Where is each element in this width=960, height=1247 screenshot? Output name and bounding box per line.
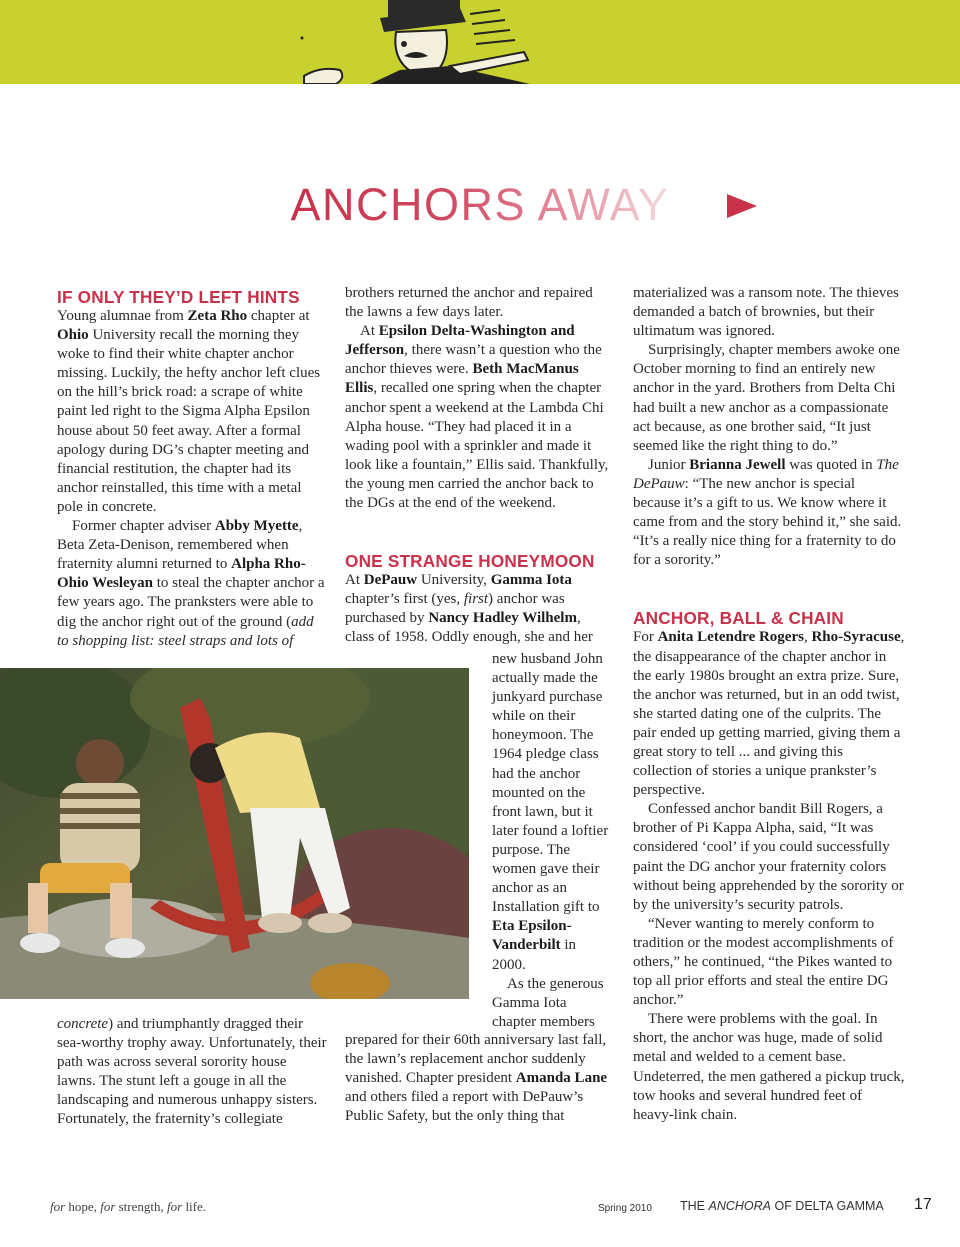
paragraph: new husband John actually made the junkyard purchase while on their honeymoon. The 1964 pledge class had the anchor mounted on the front lawn, but it later found a loftier purpose. The women gave their anchor as an Installation gift to Eta Epsilon-Vanderbilt in 2000.: [492, 651, 609, 973]
heading-honeymoon: ONE STRANGE HONEYMOON: [345, 551, 595, 572]
column-2: [345, 284, 609, 648]
page-number: 17: [914, 1196, 932, 1213]
paragraph: Confessed anchor bandit Bill Rogers, a brother of Pi Kappa Alpha, said, “It was considered ‘cool’ if you could successfully paint the DG anchor your fraternity colors without being apprehended by the sorority or by the university’s security patrols.: [633, 801, 904, 913]
paragraph: prepared for their 60th anniversary last fall, the lawn’s replacement anchor suddenly vanished. Chapter president Amanda Lane and others filed a report with DePauw’s Public Safety, but the only thing that: [345, 1032, 608, 1125]
paragraph: materialized was a ransom note. The thieves demanded a batch of brownies, but their ultimatum was ignored.: [633, 285, 899, 340]
footer-magazine-name: THE ANCHORA OF DELTA GAMMA: [680, 1199, 884, 1213]
column-1: [57, 287, 325, 651]
heading-hints: IF ONLY THEY’D LEFT HINTS: [57, 287, 300, 307]
paragraph: At DePauw University, Gamma Iota chapter’s first (yes, first) anchor was purchased by Nancy Hadley Wilhelm, class of 1958. Oddly enough, she and her: [345, 572, 593, 646]
footer-season: Spring 2010: [598, 1203, 652, 1214]
paragraph: As the generous Gamma Iota chapter members: [492, 975, 604, 1030]
paragraph: “Never wanting to merely conform to tradition or the modest accomplishments of others,” he continued, “the Pikes wanted to top all prior efforts and steal the entire DG anchor.”: [633, 915, 894, 1009]
paragraph: concrete) and triumphantly dragged their sea-worthy trophy away. Unfortunately, their path was across several sorority house lawns. The stunt left a gouge in all the landscaping and numerous unhappy sisters. Fortunately, the fraternity’s collegiate: [57, 1016, 327, 1128]
paragraph: brothers returned the anchor and repaired the lawns a few days later.: [345, 285, 593, 321]
header-band: [0, 0, 960, 84]
play-triangle-icon: [727, 194, 757, 218]
paragraph: Junior Brianna Jewell was quoted in The DePauw: “The new anchor is special because it’s a gift to us. We know where it came from and the story behind it,” she said. “It’s a really nice thing for a fraternity to do for a sorority.”: [633, 456, 902, 569]
title-area: [0, 178, 960, 232]
footer-motto: for hope, for strength, for life.: [50, 1199, 207, 1214]
column-3: [633, 284, 905, 1125]
heading-ball-chain: ANCHOR, BALL & CHAIN: [633, 608, 844, 629]
policeman-mascot-icon: [300, 0, 560, 84]
column-2-narrow: [492, 650, 610, 1032]
column-2-bottom: [345, 1031, 615, 1126]
paragraph: At Epsilon Delta-Washington and Jefferson, there wasn’t a question who the anchor thieves were. Beth MacManus Ellis, recalled one spring when the chapter anchor spent a weekend at the Lambda Chi Alpha house. “They had placed it in a wading pool with a sprinkler and made it look like a fountain,” Ellis said. Thankfully, the young men carried the anchor back to the DGs at the end of the weekend.: [345, 323, 609, 512]
paragraph: Young alumnae from Zeta Rho chapter at Ohio University recall the morning they woke to find their white chapter anchor missing. Luckily, the hefty anchor left clues on the hill’s brick road: a scrape of white paint led right to the Sigma Alpha Epsilon house about 50 feet away. After a formal apology during DG’s chapter meeting and financial restitution, the chapter had its anchor reinstalled, this time with a metal pole in concrete.: [57, 308, 321, 515]
column-1-continued: [57, 1015, 327, 1130]
paragraph: Former chapter adviser Abby Myette, Beta Zeta-Denison, remembered when fraternity alumni returned to Alpha Rho-Ohio Wesleyan to steal the chapter anchor a few years ago. The pranksters were able to dig the anchor right out of the ground (add to shopping list: steel straps and lots of: [57, 518, 325, 649]
photo-anchor-digging: [0, 668, 469, 999]
paragraph: Surprisingly, chapter members awoke one October morning to find an entirely new anchor in the yard. Brothers from Delta Chi had built a new anchor as a compassionate act because, as one brother said, “It just seemed like the right thing to do.”: [633, 342, 900, 454]
paragraph: For Anita Letendre Rogers, Rho-Syracuse, the disappearance of the chapter anchor in the early 1980s brought an extra prize. Sure, the anchor was returned, but in an odd twist, she started dating one of the culprits. The pair ended up getting married, giving them a great story to tell ... and giving this collection of stories a unique prankster’s perspective.: [633, 629, 905, 799]
paragraph: There were problems with the goal. In short, the anchor was huge, made of solid metal and welded to a cement base. Undeterred, the men gathered a pickup truck, tow hooks and several hundred feet of heavy-link chain.: [633, 1011, 905, 1123]
page-title: ANCHORS AWAY: [290, 179, 670, 230]
